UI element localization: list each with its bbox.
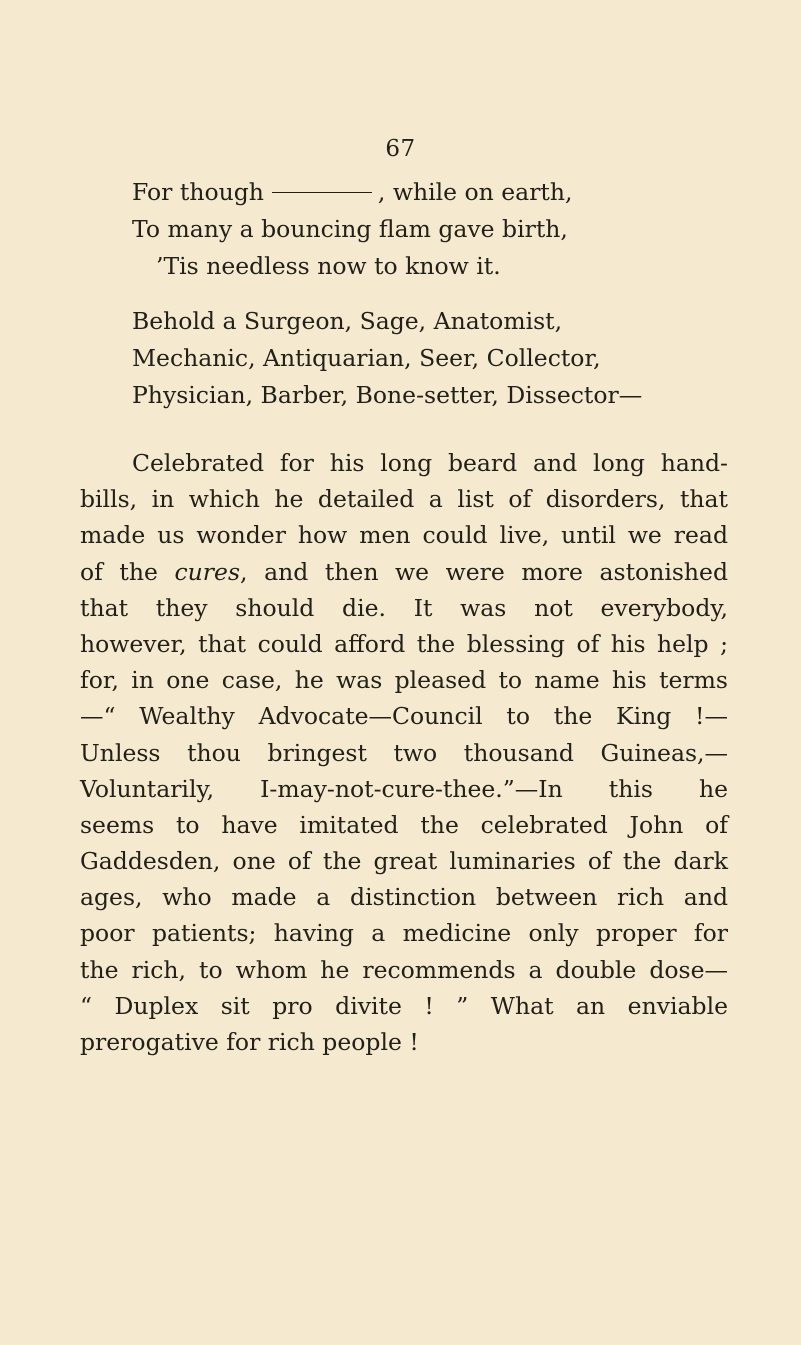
prose-line: “ Duplex sit pro divite ! ” What an enviable <box>80 991 728 1020</box>
prose-line: Unless thou bringest two thousand Guineas,— <box>80 738 728 767</box>
prose-line: bills, in which he detailed a list of disorders, that <box>80 485 728 514</box>
prose-line: seems to have imitated the celebrated John of <box>80 810 728 839</box>
verse-text: , while on earth, <box>377 178 573 206</box>
prose-line: for, in one case, he was pleased to name his terms <box>80 666 728 695</box>
prose-line: ages, who made a distinction between rich and <box>80 883 728 912</box>
prose-line <box>80 554 728 590</box>
prose-line: made us wonder how men could live, until we read <box>80 521 728 550</box>
verse-line <box>132 174 752 211</box>
prose-paragraph <box>80 445 728 1060</box>
prose-line: Celebrated for his long beard and long hand- <box>132 449 728 477</box>
prose-line: however, that could afford the blessing of his help ; <box>80 629 728 658</box>
prose-text: of the <box>80 557 158 586</box>
prose-line: Gaddesden, one of the great luminaries of the dark <box>80 847 728 876</box>
prose-line: Voluntarily, I-may-not-cure-thee.”—In this he <box>80 774 728 803</box>
prose-line: prerogative for rich people ! <box>80 1028 419 1056</box>
verse-text: For though <box>132 178 264 206</box>
verse-line: ’Tis needless now to know it. <box>156 252 501 280</box>
prose-text: , and then we were more astonished <box>240 557 728 586</box>
verse-line: To many a bouncing flam gave birth, <box>132 215 568 243</box>
verse-stanza-2 <box>132 303 752 414</box>
prose-line: —“ Wealthy Advocate—Council to the King !— <box>80 702 728 731</box>
prose-line: that they should die. It was not everybody, <box>80 593 728 622</box>
prose-line: poor patients; having a medicine only proper for <box>80 919 728 948</box>
blank-dash <box>272 192 372 193</box>
verse-stanza-1 <box>132 174 752 285</box>
page-number: 67 <box>385 136 416 162</box>
verse-line: Mechanic, Antiquarian, Seer, Collector, <box>132 344 601 372</box>
prose-line: the rich, to whom he recommends a double dose— <box>80 955 728 984</box>
prose-italic-text: cures <box>174 557 241 586</box>
verse-line: Behold a Surgeon, Sage, Anatomist, <box>132 307 563 335</box>
verse-line: Physician, Barber, Bone-setter, Dissector— <box>132 381 643 409</box>
